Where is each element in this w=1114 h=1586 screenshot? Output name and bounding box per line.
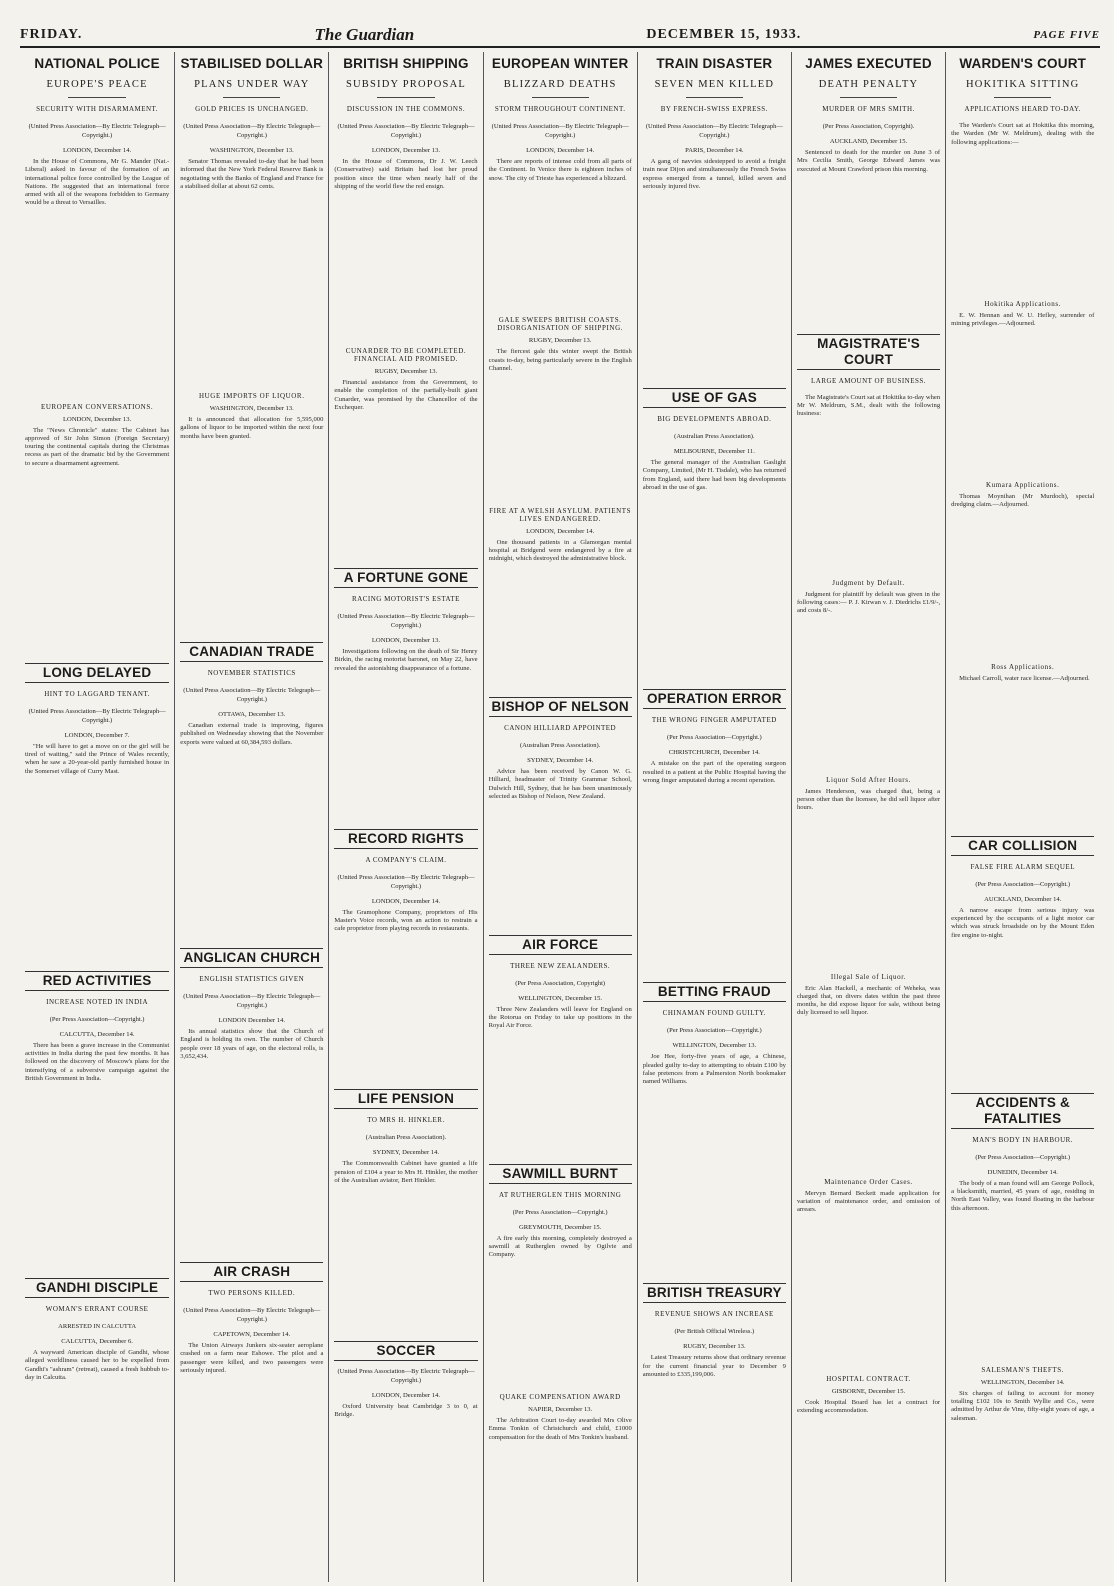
article-credit: (United Press Association—By Electric Telegraph—Copyright.) (337, 123, 475, 139)
article-dateline: LONDON, December 14. (371, 1392, 441, 1400)
article-credit: (Per Press Association, Copyright). (822, 123, 915, 130)
article-deck: AT RUTHERGLEN THIS MORNING (499, 1190, 622, 1199)
article-deck: EUROPEAN CONVERSATIONS. (40, 402, 154, 411)
article-headline: STABILISED DOLLAR (180, 56, 324, 71)
article-dateline: LONDON, December 7. (64, 731, 130, 739)
article-credit: (Per Press Association—Copyright.) (975, 880, 1071, 888)
article-body: E. W. Hennan and W. U. Hefley, surrender of mining privileges.—Adjourned. (951, 311, 1095, 328)
article-body: There has been a grave increase in the Communist activities in India during the past few months. It has followed on the discovery of Moscow's plans for the intensifying of a subversive campaign against the British Government in India. (25, 1041, 170, 1083)
article-deck: Hokitika Applications. (984, 299, 1062, 308)
article-dateline: GISBORNE, December 15. (831, 1387, 906, 1395)
article-credit: (Australian Press Association). (674, 433, 755, 441)
article-deck: TO MRS H. HINKLER. (367, 1116, 445, 1125)
article-credit: (Per Press Association—Copyright.) (512, 1208, 608, 1216)
article (489, 56, 632, 183)
article-deck: Kumara Applications. (986, 481, 1060, 490)
article-deck: GALE SWEEPS BRITISH COASTS. DISORGANISATION OF SHIPPING. (497, 316, 624, 333)
article-deck: BIG DEVELOPMENTS ABROAD. (657, 415, 772, 424)
article-subhead: HOKITIKA SITTING (966, 79, 1080, 90)
article-headline: EUROPEAN WINTER (491, 56, 629, 71)
column-4 (483, 52, 637, 1582)
article-dateline: WASHINGTON, December 13. (209, 147, 294, 154)
article-headline: MAGISTRATE'S COURT (797, 334, 940, 370)
column-6 (791, 52, 945, 1582)
article-deck: FIRE AT A WELSH ASYLUM. PATIENTS LIVES ENDANGERED. (489, 506, 632, 523)
article-deck: ENGLISH STATISTICS GIVEN (199, 974, 305, 983)
article-headline: TRAIN DISASTER (656, 56, 773, 71)
article-body: Sentenced to death for the murder on June 3 of Mrs Cecilia Smith, George Edward James was executed at Mount Crawford prison this morning. (796, 149, 941, 173)
article-subhead: SUBSIDY PROPOSAL (345, 79, 466, 90)
article-deck: REVENUE SHOWS AN INCREASE (654, 1310, 774, 1319)
article-subhead: DEATH PENALTY (818, 79, 919, 90)
article (643, 689, 786, 785)
article (180, 56, 323, 191)
article-deck: BY FRENCH-SWISS EXPRESS. (660, 105, 768, 113)
article-deck: CANON HILLIARD APPOINTED (504, 723, 617, 732)
divider (377, 97, 434, 98)
article-credit: (United Press Association—By Electric Telegraph—Copyright.) (183, 123, 321, 139)
article (25, 403, 169, 468)
article-body: The Magistrate's Court sat at Hokitika to-day when Mr W. Meldrum, S.M., dealt with the following business: (796, 393, 941, 418)
article-dateline: LONDON, December 13. (371, 147, 441, 154)
masthead-day: FRIDAY. (20, 27, 83, 42)
article-credit: (United Press Association—By Electric Telegraph—Copyright.) (337, 613, 475, 630)
article-body: There are reports of intense cold from all parts of the Continent. In Venice there is eighteen inches of snow. The city of Trieste has experienced a blizzard. (488, 158, 632, 182)
article-dateline: GREYMOUTH, December 15. (518, 1223, 602, 1231)
article-deck: NOVEMBER STATISTICS (207, 669, 296, 678)
article-dateline: RUGBY, December 13. (528, 337, 592, 345)
article-headline: OPERATION ERROR (643, 689, 786, 709)
article-headline: LIFE PENSION (334, 1089, 477, 1109)
article-credit: (United Press Association—By Electric Telegraph—Copyright.) (28, 123, 166, 139)
article (25, 56, 169, 208)
article-headline: AIR CRASH (180, 1262, 323, 1282)
article-body: The body of a man found will am George Pollock, a blacksmith, married, 45 years of age, residing in North East Valley, was found floating in the harbour this afternoon. (951, 1179, 1095, 1212)
article-dateline: WELLINGTON, December 13. (672, 1042, 757, 1050)
article (797, 1178, 940, 1215)
article (489, 935, 632, 1031)
divider (223, 97, 280, 98)
article-headline: A FORTUNE GONE (334, 568, 477, 588)
article-deck: HUGE IMPORTS OF LIQUOR. (199, 392, 305, 401)
article-credit: (Australian Press Association). (519, 741, 601, 749)
article-dateline: RUGBY, December 13. (683, 1343, 746, 1351)
article-body: One thousand patients in a Glamorgan mental hospital at Bridgend were endangered by a fire at midnight, which destroyed the administrative block. (488, 538, 632, 563)
masthead-date: DECEMBER 15, 1933. (646, 27, 802, 42)
article-deck: Ross Applications. (991, 662, 1055, 671)
article-headline: GANDHI DISCIPLE (25, 1278, 169, 1298)
article-headline: AIR FORCE (489, 935, 632, 955)
article (643, 388, 786, 492)
article-headline: ANGLICAN CHURCH (180, 948, 323, 968)
article-deck: Maintenance Order Cases. (824, 1177, 913, 1186)
article (25, 971, 169, 1083)
article-subhead: SEVEN MEN KILLED (654, 79, 775, 90)
article (489, 697, 632, 801)
article (489, 316, 632, 373)
article-credit: (Per Press Association—Copyright.) (666, 1027, 762, 1035)
article (951, 481, 1094, 510)
article (25, 1278, 169, 1382)
article-deck: HINT TO LAGGARD TENANT. (44, 689, 150, 698)
article-deck: STORM THROUGHOUT CONTINENT. (494, 105, 626, 113)
article-dateline: NAPIER, December 13. (528, 1406, 593, 1414)
masthead (20, 24, 1100, 48)
article-credit: (Per Press Association—Copyright.) (975, 1153, 1071, 1161)
article-deck: CHINAMAN FOUND GUILTY. (662, 1009, 767, 1018)
article-body: In the House of Commons, Dr J. W. Leech (Conservative) said Britain had lost her proud position since the time when nearly half of the shipping of the world flew the red ensign. (334, 158, 478, 190)
article-headline: USE OF GAS (643, 388, 786, 408)
article-dateline: CAPETOWN, December 14. (213, 1331, 291, 1339)
article-body: Investigations following on the death of Sir Henry Birkin, the racing motorist baronet, on May 22, have revealed the astonishing disappearance of a fortune. (334, 648, 478, 672)
article-dateline: DUNEDIN, December 14. (987, 1168, 1058, 1176)
article-body: The Union Airways Junkers six-seater aeroplane crashed on a farm near Eshowe. The pilot and a passenger were killed, and two passengers were seriously injured. (180, 1342, 324, 1375)
article-headline: SOCCER (334, 1341, 477, 1361)
article-body: James Henderson, was charged that, being a person other than the licensee, he did sell liquor after hours. (796, 787, 941, 812)
article (797, 973, 940, 1018)
article-headline: BETTING FRAUD (643, 982, 786, 1002)
masthead-page-number: PAGE FIVE (1033, 29, 1100, 41)
article-dateline: CHRISTCHURCH, December 14. (668, 749, 760, 757)
article-body: Latest Treasury returns show that ordinary revenue for the current financial year to December 9 amounted to £335,199,006. (642, 1354, 786, 1379)
article-body: The Gramophone Company, proprietors of His Master's Voice records, won an action to restrain a cafe proprietor from playing records in restaurants. (334, 908, 478, 933)
article-deck: LARGE AMOUNT OF BUSINESS. (811, 376, 927, 385)
article (334, 829, 477, 934)
article-deck: RACING MOTORIST'S ESTATE (352, 595, 460, 604)
column-5 (637, 52, 791, 1582)
article-dateline: LONDON, December 13. (63, 415, 132, 423)
article (489, 507, 632, 564)
column-1 (20, 52, 174, 1582)
article (180, 642, 323, 747)
article-deck: FALSE FIRE ALARM SEQUEL (970, 862, 1075, 871)
article-body: Financial assistance from the Government, to enable the completion of the partially-built giant Cunarder, was promised by the Chancellor of the Exchequer. (334, 379, 478, 411)
article-body: Six charges of failing to account for money totalling £102 10s to Smith Wyllie and Co., were admitted by Arthur de Vine, fifty-eight years of age, a salesman. (951, 1389, 1095, 1422)
article (951, 56, 1094, 147)
article-body: Michael Carroll, water race license.—Adjourned. (959, 674, 1090, 682)
article (643, 56, 786, 191)
article (797, 334, 940, 419)
article-body: Joe Hee, forty-five years of age, a Chinese, pleaded guilty to-day to attempting to obtain £100 by false pretences from a Palmerston North bookmaker named Williams. (642, 1053, 786, 1086)
article (334, 568, 477, 673)
article-body: Senator Thomas revealed to-day that he had been informed that the New York Federal Reserve Bank is negotiating with the Banks of England and France for a stabilised dollar at about 62 cents. (180, 158, 324, 190)
article-body: "He will have to get a move on or the girl will be tired of waiting," said the Prince of Wales recently, when he saw a 20-year-old partly furnished house in the Somerset village of Curry Mast. (25, 742, 170, 775)
article-headline: BRITISH TREASURY (643, 1283, 786, 1303)
article-body: Cook Hospital Board has let a contract for extending accommodation. (796, 1398, 941, 1414)
article-deck: INCREASE NOTED IN INDIA (46, 997, 149, 1006)
article-body: In the House of Commons, Mr G. Mander (Nat.-Liberal) asked in favour of the formation of an international police force controlled by the League of Nations. He suggested that an international force armed with all of the weapons forbidden to Germany would be a threat to Versailles. (25, 158, 170, 207)
article-deck: Liquor Sold After Hours. (826, 775, 911, 784)
article (25, 663, 169, 776)
column-7 (945, 52, 1099, 1582)
article-headline: SAWMILL BURNT (489, 1164, 632, 1184)
article (489, 1393, 632, 1442)
article-deck: Illegal Sale of Liquor. (830, 972, 907, 981)
article-deck: GOLD PRICES IS UNCHANGED. (195, 105, 309, 113)
article-deck: WOMAN'S ERRANT COURSE (45, 1305, 149, 1314)
article-deck: Judgment by Default. (832, 578, 905, 587)
article (951, 300, 1094, 329)
article (797, 579, 940, 616)
article (334, 1341, 477, 1420)
article-credit: (United Press Association—By Electric Telegraph—Copyright.) (183, 992, 321, 1009)
article (797, 776, 940, 813)
article-dateline: LONDON, December 14. (371, 897, 441, 905)
article (643, 982, 786, 1086)
article-body: A narrow escape from serious injury was experienced by the occupants of a light motor car which was struck broadside on by the Mount Eden fire engine to-night. (951, 906, 1095, 939)
article-deck: MURDER OF MRS SMITH. (822, 105, 915, 113)
article-headline: CAR COLLISION (951, 836, 1094, 856)
article (951, 1366, 1094, 1423)
article (180, 948, 323, 1061)
article-dateline: CALCUTTA, December 14. (59, 1030, 135, 1038)
article-body: Mervyn Bernard Beckett made application for variation of maintenance order, and omission of arrears. (796, 1189, 941, 1214)
article-credit: (United Press Association—By Electric Telegraph—Copyright.) (337, 1368, 475, 1385)
article-dateline: AUCKLAND, December 14. (984, 895, 1062, 903)
article-deck: APPLICATIONS HEARD TO-DAY. (964, 105, 1081, 113)
article (643, 1283, 786, 1379)
article-deck: TWO PERSONS KILLED. (208, 1289, 296, 1298)
divider (994, 97, 1051, 98)
article-credit: (Per Press Association—Copyright.) (666, 734, 762, 742)
article-deck: CUNARDER TO BE COMPLETED. FINANCIAL AID PROMISED. (345, 347, 467, 364)
article (180, 392, 323, 441)
article-headline: BRITISH SHIPPING (343, 56, 469, 71)
article (334, 347, 477, 412)
article-headline: JAMES EXECUTED (805, 56, 932, 71)
article (489, 1164, 632, 1260)
divider (68, 97, 126, 98)
article-headline: WARDEN'S COURT (959, 56, 1087, 71)
article-body: The Arbitration Court to-day awarded Mrs Olive Emma Tonkin of Christchurch and child, £1000 compensation for the death of Mrs Tonkin's husband. (488, 1417, 632, 1441)
article-body: Oxford University beat Cambridge 3 to 0, at Bridge. (334, 1403, 478, 1419)
article-deck: DISCUSSION IN THE COMMONS. (346, 105, 466, 113)
article-dateline: LONDON, December 14. (526, 527, 595, 535)
article-body: The fiercest gale this winter swept the British coasts to-day, being particularly severe in the English Channel. (488, 348, 632, 372)
article-deck: SALESMAN'S THEFTS. (981, 1365, 1065, 1374)
article (334, 1089, 477, 1185)
article-deck: HOSPITAL CONTRACT. (826, 1374, 911, 1383)
article-dateline: LONDON, December 14. (526, 147, 595, 154)
article-body: A mistake on the part of the operating surgeon resulted in a patient at the Public Hospital having the wrong finger amputated during a recent operation. (642, 760, 786, 784)
article (180, 1262, 323, 1375)
article-dateline: LONDON December 14. (218, 1016, 286, 1024)
column-2 (174, 52, 328, 1582)
article-deck: THE WRONG FINGER AMPUTATED (651, 716, 777, 725)
article-body: A wayward American disciple of Gandhi, whose alleged worldliness caused her to be expelled from Gandhi's "ashram" (retreat), caused a fresh hubbub to-day in Calcutta. (25, 1349, 170, 1382)
article-credit: (Per British Official Wireless.) (674, 1328, 755, 1336)
article (797, 1375, 940, 1416)
article-headline: RED ACTIVITIES (25, 971, 169, 991)
article-dateline: LONDON, December 13. (371, 637, 441, 645)
divider (686, 97, 743, 98)
article-subhead: PLANS UNDER WAY (194, 79, 310, 90)
article-body: Eric Alan Hackell, a mechanic of Weheka, was charged that, on divers dates within the past three months, he did expose liquor for sale, without being duly licensed to sell liquor. (796, 984, 941, 1017)
article-deck: SECURITY WITH DISARMAMENT. (36, 105, 159, 113)
article-credit: (United Press Association—By Electric Telegraph—Copyright.) (645, 123, 783, 139)
article-body: A fire early this morning, completely destroyed a sawmill at Rutherglen owned by Ogilvie and Company. (488, 1234, 632, 1259)
article-dateline: OTTAWA, December 13. (218, 711, 286, 719)
article-credit: (Australian Press Association). (365, 1134, 447, 1142)
article-headline: ACCIDENTS & FATALITIES (951, 1093, 1094, 1129)
article-body: The Commonwealth Cabinet have granted a life pension of £104 a year to Mrs H. Hinkler, the mother of the Australian aviator, Bert Hinkler. (334, 1160, 478, 1185)
article-credit: (Per Press Association—Copyright.) (49, 1015, 145, 1023)
article-body: The Warden's Court sat at Hokitika this morning, the Warden (Mr W. Meldrum), dealing with the following applications:— (951, 122, 1095, 146)
article-dateline: WASHINGTON, December 13. (209, 405, 294, 413)
article-deck: MAN'S BODY IN HARBOUR. (972, 1135, 1074, 1144)
column-grid (20, 52, 1100, 1582)
article-dateline: WELLINGTON, December 15. (518, 994, 603, 1002)
article-credit: (United Press Association—By Electric Telegraph—Copyright.) (28, 707, 166, 724)
article-headline: LONG DELAYED (25, 663, 169, 683)
article-body: Judgment for plaintiff by default was given in the following cases:— P. J. Kirwan v. J. Diedrichs £1/9/-, and costs 8/-. (796, 590, 941, 615)
article (951, 1093, 1094, 1213)
article (334, 56, 477, 191)
article-subhead: BLIZZARD DEATHS (503, 79, 617, 90)
article-headline: RECORD RIGHTS (334, 829, 477, 849)
article-body: Advice has been received by Canon W. G. Hilliard, headmaster of Trinity Grammar School, Dulwich Hill, Sydney, that he has been unanimously selected as Bishop of Nelson, New Zealand. (488, 767, 632, 800)
article-dateline: LONDON, December 14. (63, 147, 132, 154)
article (951, 663, 1094, 683)
article-credit: (United Press Association—By Electric Telegraph—Copyright.) (337, 873, 475, 890)
article-credit: ARRESTED IN CALCUTTA (58, 1323, 137, 1331)
article-dateline: SYDNEY, December 14. (527, 756, 594, 764)
divider (840, 97, 897, 98)
column-3 (328, 52, 482, 1582)
article-headline: NATIONAL POLICE (34, 56, 160, 71)
article-credit: (United Press Association—By Electric Telegraph—Copyright.) (491, 123, 629, 139)
article-headline: BISHOP OF NELSON (489, 697, 632, 717)
article-dateline: MELBOURNE, December 11. (673, 448, 755, 456)
article-deck: THREE NEW ZEALANDERS. (510, 961, 611, 970)
article-body: Three New Zealanders will leave for England on the Rotorua on Friday to take up positions in the Royal Air Force. (488, 1005, 632, 1030)
article-headline: CANADIAN TRADE (180, 642, 323, 662)
article (951, 836, 1094, 940)
divider (532, 97, 589, 98)
article-credit: (Per Press Association, Copyright) (515, 979, 606, 987)
article-body: The general manager of the Australian Gaslight Company, Limited, (Mr H. Tisdale), who has returned from England, said there had been big developments abroad in the use of gas. (642, 459, 786, 492)
article (797, 56, 940, 174)
article-body: Canadian external trade is improving, figures published on Wednesday showing that the November exports were valued at 60,384,593 dollars. (180, 722, 324, 746)
article-dateline: SYDNEY, December 14. (372, 1149, 440, 1157)
article-body: It is announced that allocation for 5,595,000 gallons of liquor to be imported within the next four months have been granted. (180, 416, 324, 440)
article-credit: (United Press Association—By Electric Telegraph—Copyright.) (183, 687, 321, 704)
article-deck: A COMPANY'S CLAIM. (365, 855, 447, 864)
article-credit: (United Press Association—By Electric Telegraph—Copyright.) (183, 1307, 321, 1324)
article-body: Its annual statistics show that the Church of England is holding its own. The number of Church people over 18 years of age, on the electoral rolls, is 3,652,434. (180, 1027, 324, 1060)
article-dateline: PARIS, December 14. (685, 147, 744, 154)
article-subhead: EUROPE'S PEACE (46, 79, 148, 90)
article-deck: QUAKE COMPENSATION AWARD (499, 1393, 621, 1402)
article-body: Thomas Moynihan (Mr Murdoch), special dredging claim.—Adjourned. (951, 493, 1095, 509)
article-dateline: RUGBY, December 13. (374, 368, 438, 376)
article-body: The "News Chronicle" states: The Cabinet has approved of Sir John Simon (Foreign Secretary) touring the continental capitals during the Christmas recess as part of the dramatic bid by the Government to secure a disarmament agreement. (25, 426, 170, 467)
article-dateline: AUCKLAND, December 15. (829, 138, 908, 145)
masthead-paper-name: The Guardian (314, 25, 415, 44)
article-body: A gang of navvies sidestepped to avoid a freight train near Dijon and simultaneously the French Swiss express emerged from a tunnel, killed seven and seriously injured five. (642, 158, 786, 190)
article-dateline: CALCUTTA, December 6. (61, 1338, 133, 1346)
article-dateline: WELLINGTON, December 14. (980, 1378, 1065, 1386)
